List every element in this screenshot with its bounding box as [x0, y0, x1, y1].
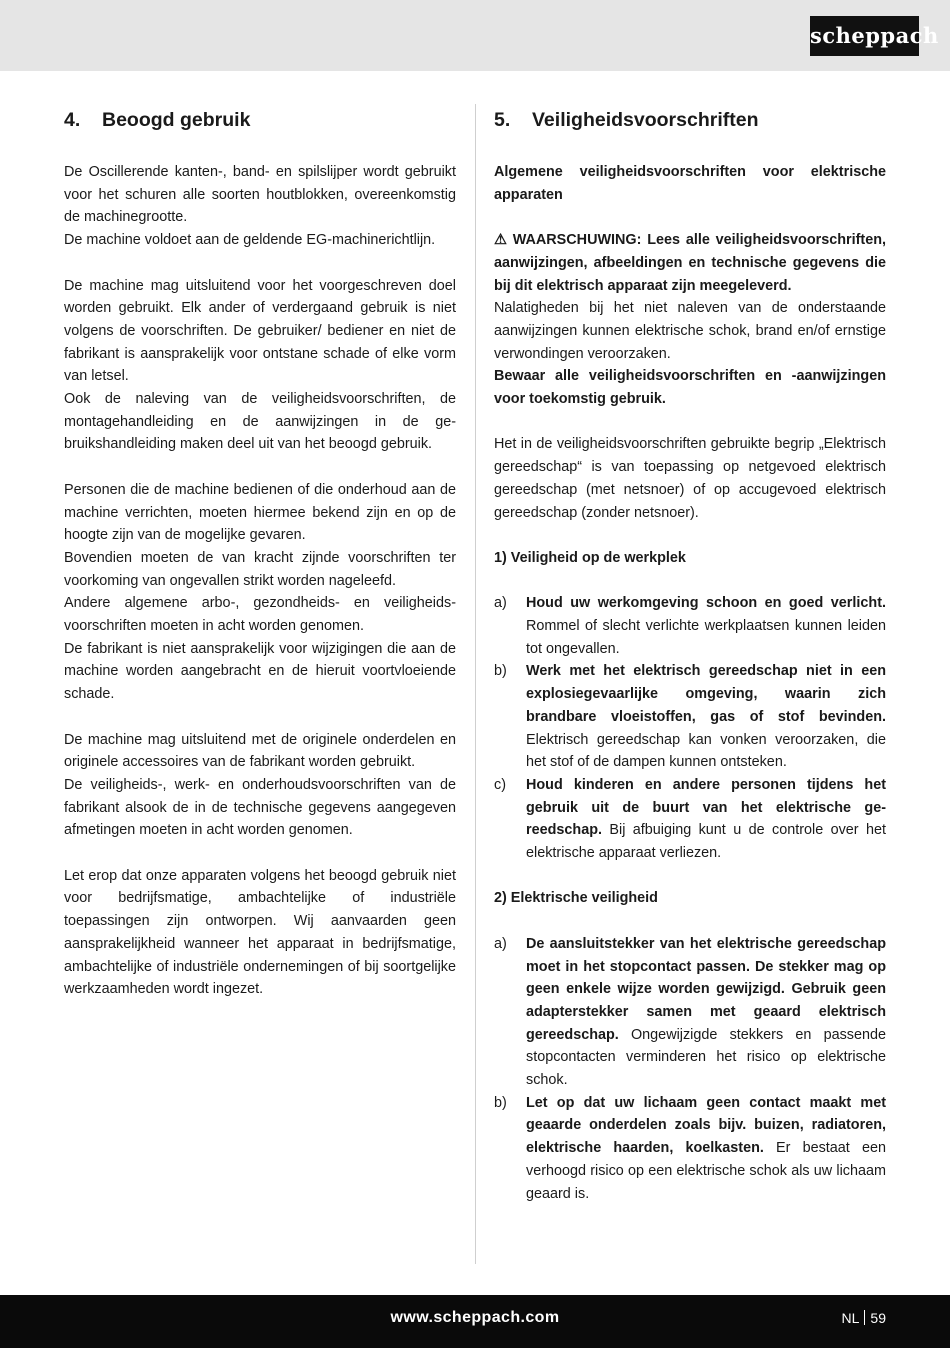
list-item-body: Bij afbuiging kunt u de controle over het elektrische apparaat verliezen. — [526, 822, 886, 862]
list-item-text — [526, 1092, 886, 1206]
list-item-bold: Let op dat uw lichaam geen contact maakt met geaarde onderdelen zoals bijv. buizen, radiatoren, elektrische haarden, koelkasten. — [526, 1094, 886, 1157]
list-item-label: a) — [494, 935, 507, 952]
heading-title: Beoogd gebruik — [102, 109, 251, 131]
column-divider — [475, 104, 476, 1264]
paragraph: De machine mag uitsluitend met de originele onderdelen en originele accessoires van de fabrikant worden gebruikt. — [64, 731, 456, 771]
list-item-label: b) — [494, 1094, 507, 1111]
heading-number: 4. — [64, 109, 81, 131]
list-item-label: c) — [494, 776, 506, 793]
list-item-label: a) — [494, 595, 507, 612]
list-item-body: Ongewijzigde stekkers en passende stopcontacten verminderen het risico op elektrische schok. — [526, 1026, 886, 1089]
section-heading-intended-use — [64, 104, 456, 136]
footer-bar — [0, 1295, 950, 1348]
language-code: NL — [841, 1310, 860, 1326]
paragraph: De machine mag uitsluitend voor het voorgeschreven doel worden gebruikt. Elk ander of verdergaand gebruik is niet volgens de voorschriften. De gebruiker/ bediener en niet de fabrikant is aansprakelijk voor ontstane schade of elke vorm van letsel. — [64, 277, 456, 385]
paragraph: Let erop dat onze apparaten volgens het beoogd gebruik niet voor bedrijfsmatige, ambachtelijke of industriële toepassingen zijn ontworpen. Wij aanvaarden geen aansprakelijkheid wanneer het apparaat in bedrijfsmatige, ambachtelijke of industriële ondernemingen of bij soortgelijke werkzaamheden wordt ingezet. — [64, 867, 456, 998]
list-item-bold: Houd kinderen en andere personen tijdens het gebruik uit de buurt van het elektrische gereedschap. — [526, 776, 886, 839]
list-item — [494, 592, 886, 660]
right-column — [494, 104, 886, 1205]
list-item — [494, 933, 886, 1092]
heading-title: Veiligheidsvoorschriften — [532, 109, 759, 131]
list-item — [494, 1092, 886, 1206]
list-item — [494, 660, 886, 774]
paragraph: Personen die de machine bedienen of die onderhoud aan de machine verrichten, moeten hiermee bekend zijn en op de hoogte zijn van de mogelijke gevaren. — [64, 481, 456, 544]
list-item-body: Rommel of slecht verlichte werkplaatsen kunnen leiden tot ongevallen. — [526, 618, 886, 657]
subsection-title-electrical: 2) Elektrische veiligheid — [494, 890, 658, 907]
separator — [864, 1310, 865, 1325]
header-bar — [0, 0, 950, 71]
warning-paragraph — [494, 229, 886, 297]
list-item-text — [526, 592, 886, 660]
paragraph: Nalatigheden bij het niet naleven van de onderstaande aanwijzingen kunnen elektrische schok, brand en/of ernstige verwondingen veroorzaken. — [494, 300, 886, 362]
warning-triangle-icon: ⚠ — [494, 232, 507, 249]
list-item-text — [526, 774, 886, 865]
keep-instructions-text: Bewaar alle veiligheidsvoorschriften en -aanwijzingen voor toekomstig gebruik. — [494, 368, 886, 408]
list-item — [494, 774, 886, 865]
heading-number: 5. — [494, 109, 511, 131]
list-item-text — [526, 933, 886, 1092]
subsection-title-workplace: 1) Veiligheid op de werkplek — [494, 549, 686, 566]
warning-bold-text: WAARSCHUWING: Lees alle veiligheidsvoorschriften, aanwijzingen, afbeeldingen en technische gegevens die bij dit elektrisch apparaat zijn meegeleverd. — [494, 232, 886, 294]
list-item-bold: Houd uw werkomgeving schoon en goed verlicht. — [526, 595, 886, 612]
list-item-bold: Werk met het elektrisch gereedschap niet in een explosiegevaarlijke omgeving, waarin zich brandbare vloeistoffen, gas of stof bevinden. — [526, 663, 886, 725]
paragraph: De Oscillerende kanten-, band- en spilslijper wordt gebruikt voor het schuren alle soorten houtblokken, overeenkomstig de machinegrootte. — [64, 164, 456, 226]
list-item-body: Elektrisch gereedschap kan vonken veroorzaken, die het stof of de dampen kunnen ontsteken. — [526, 731, 886, 771]
brand-logo: scheppach — [810, 16, 919, 56]
paragraph: De machine voldoet aan de geldende EG-machinerichtlijn. — [64, 232, 436, 249]
list-item-bold: De aansluitstekker van het elektrische gereedschap moet in het stopcontact passen. De stekker mag op geen enkele wijze worden gewijzigd. Gebruik geen adapterstekker samen met geaard elektrisch gereedschap. — [526, 935, 886, 1043]
list-item-body: Er bestaat een verhoogd risico op een elektrische schok als uw lichaam geaard is. — [526, 1140, 886, 1202]
left-column — [64, 104, 456, 1001]
general-safety-title: Algemene veiligheidsvoorschriften voor elektrische apparaten — [494, 164, 886, 203]
section-heading-safety — [494, 104, 886, 136]
list-item-label: b) — [494, 663, 507, 680]
paragraph: De fabrikant is niet aansprakelijk voor wijzigingen die aan de machine worden aangebracht en de hieruit voortvloeiende schade. — [64, 640, 456, 703]
paragraph: Andere algemene arbo-, gezondheids- en veiligheidsvoorschriften moeten in acht worden genomen. — [64, 595, 456, 635]
list-item-text — [526, 660, 886, 774]
paragraph: Ook de naleving van de veiligheidsvoorschriften, de montagehandleiding en de aanwijzingen in de gebruikshandleiding maken deel uit van het beoogd gebruik. — [64, 391, 456, 453]
paragraph: Bovendien moeten de van kracht zijnde voorschriften ter voorkoming van ongevallen strikt worden nageleefd. — [64, 549, 456, 589]
footer-url[interactable]: www.scheppach.com — [390, 1309, 560, 1326]
page-indicator — [842, 1295, 886, 1341]
paragraph: De veiligheids-, werk- en onderhoudsvoorschriften van de fabrikant alsook de in de technische gegevens aangegeven afmetingen moeten in acht worden genomen. — [64, 776, 456, 839]
paragraph: Het in de veiligheidsvoorschriften gebruikte begrip „Elektrisch gereedschap“ is van toepassing op netgevoed elektrisch gereedschap (met netsnoer) of op accugevoed elektrisch gereedschap (zonder netsnoer). — [494, 436, 886, 521]
page-number: 59 — [870, 1310, 886, 1326]
